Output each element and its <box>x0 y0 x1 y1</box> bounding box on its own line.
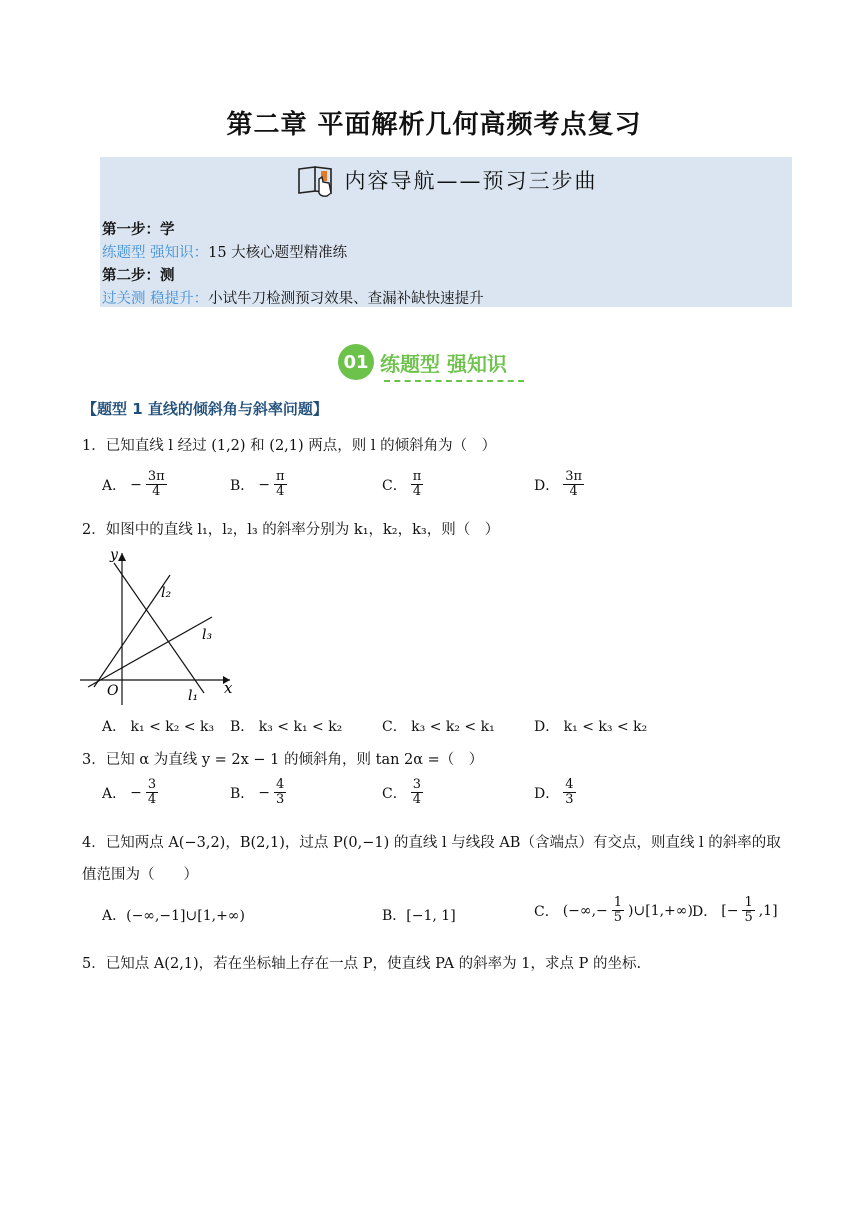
q1-a-sign: − <box>130 476 142 493</box>
page-title: 第二章 平面解析几何高频考点复习 <box>226 110 642 140</box>
q2-stem: 2．如图中的直线 l₁，l₂，l₃ 的斜率分别为 k₁，k₂，k₃，则（ ） <box>82 522 500 538</box>
line-l2 <box>94 575 170 687</box>
step1-desc: 15 大核心题型精准练 <box>208 245 348 261</box>
y-axis-arrow <box>118 553 126 561</box>
q3-option-a <box>102 778 158 808</box>
q1-option-b <box>230 470 287 500</box>
q3-d-label: D． <box>534 785 560 802</box>
section-underline <box>384 380 524 382</box>
q3-b-den: 3 <box>276 792 285 808</box>
book-pointer-icon <box>295 163 339 197</box>
q1-b-frac <box>274 470 287 500</box>
section-number: 01 <box>338 344 374 380</box>
q4-d-num: 1 <box>744 895 753 910</box>
origin-label: O <box>107 683 119 699</box>
section-label: 练题型 强知识 <box>380 351 507 376</box>
q4-option-d <box>692 896 778 926</box>
q1-option-a <box>102 470 167 500</box>
q2-option-a: A． k₁ < k₂ < k₃ <box>102 719 215 735</box>
q5-stem: 5．已知点 A(2,1)，若在坐标轴上存在一点 P，使直线 PA 的斜率为 1，求点 P 的坐标. <box>82 956 642 972</box>
q1-d-num: 3π <box>565 469 583 484</box>
q3-stem: 3．已知 α 为直线 y = 2x − 1 的倾斜角，则 tan 2α =（ ） <box>82 752 484 768</box>
q1-a-num: 3π <box>147 469 165 484</box>
l1-label: l₁ <box>188 688 199 704</box>
q2-option-d: D． k₁ < k₃ < k₂ <box>534 719 648 735</box>
q1-c-den: 4 <box>412 484 422 500</box>
q4-d-pre: [− <box>721 902 739 919</box>
q1-d-label: D． <box>534 477 560 494</box>
q4-option-b: B．[−1, 1] <box>382 908 456 924</box>
q4-d-frac <box>742 896 754 926</box>
q2-option-c: C． k₃ < k₂ < k₁ <box>382 719 495 735</box>
q3-c-den: 4 <box>412 792 421 808</box>
q1-b-label: B． <box>230 477 255 494</box>
q1-b-sign: − <box>258 476 271 493</box>
q4-option-c <box>534 896 693 926</box>
q4-d-post: ,1] <box>758 902 778 919</box>
q3-b-label: B． <box>230 785 255 802</box>
q4-c-post: )∪[1,+∞) <box>628 902 693 919</box>
line-l3 <box>88 617 212 687</box>
step1-row <box>102 241 347 262</box>
step2-tag: 过关测 稳提升： <box>102 291 209 307</box>
q3-c-label: C． <box>382 785 407 802</box>
nav-heading-text: 内容导航——预习三步曲 <box>344 169 598 193</box>
q4-d-label: D． <box>692 903 718 920</box>
q4-stem-cont: 值范围为（ ） <box>82 867 198 883</box>
q1-c-frac <box>411 470 424 500</box>
q3-a-den: 4 <box>147 792 157 808</box>
q1-b-num: π <box>276 469 285 484</box>
q3-c-num: 3 <box>412 777 421 792</box>
q1-option-c <box>382 470 423 500</box>
step2-label: 第二步：测 <box>102 268 175 284</box>
y-label: y <box>110 547 118 563</box>
q3-d-frac <box>563 778 575 808</box>
section-header <box>338 344 507 380</box>
q4-option-a: A．(−∞,−1]∪[1,+∞) <box>102 908 245 924</box>
line-l1 <box>114 563 204 693</box>
q4-stem: 4．已知两点 A(−3,2)，B(2,1)，过点 P(0,−1) 的直线 l 与线段 AB（含端点）有交点，则直线 l 的斜率的取 <box>82 835 781 851</box>
q1-option-d <box>534 470 584 500</box>
step2-desc: 小试牛刀检测预习效果、查漏补缺快速提升 <box>208 291 484 307</box>
q4-c-num: 1 <box>613 895 623 910</box>
q3-option-d <box>534 778 576 808</box>
q1-b-den: 4 <box>276 484 285 500</box>
q1-c-num: π <box>412 469 422 484</box>
q3-a-sign: − <box>130 784 142 801</box>
step2-row <box>102 287 484 308</box>
q1-a-den: 4 <box>152 484 161 500</box>
q1-d-den: 4 <box>569 484 578 500</box>
q3-b-num: 4 <box>276 777 285 792</box>
q3-option-b <box>230 778 286 808</box>
q1-stem: 1．已知直线 l 经过 (1,2) 和 (2,1) 两点，则 l 的倾斜角为（ ） <box>82 438 497 454</box>
q3-a-num: 3 <box>147 777 157 792</box>
q1-a-frac <box>146 470 167 500</box>
q1-d-frac <box>563 470 584 500</box>
q2-line-figure <box>80 545 240 705</box>
q1-a-label: A． <box>102 477 127 494</box>
step1-label: 第一步：学 <box>102 222 175 238</box>
q4-c-den: 5 <box>613 910 623 926</box>
q3-c-frac <box>411 778 423 808</box>
q3-a-label: A． <box>102 785 127 802</box>
q4-c-frac <box>612 896 624 926</box>
q3-option-c <box>382 778 423 808</box>
q3-d-den: 3 <box>565 792 574 808</box>
question-type-heading: 【题型 1 直线的倾斜角与斜率问题】 <box>82 400 328 418</box>
q4-c-pre: (−∞,− <box>562 902 608 919</box>
step1-tag: 练题型 强知识： <box>102 245 209 261</box>
q2-option-b: B． k₃ < k₁ < k₂ <box>230 719 343 735</box>
q3-b-sign: − <box>258 784 271 801</box>
x-label: x <box>224 679 233 697</box>
q4-c-label: C． <box>534 903 559 920</box>
l3-label: l₃ <box>202 627 213 643</box>
q3-d-num: 4 <box>565 777 574 792</box>
q4-d-den: 5 <box>744 910 753 926</box>
q1-c-label: C． <box>382 477 407 494</box>
nav-heading <box>100 160 792 200</box>
q3-a-frac <box>146 778 158 808</box>
q3-b-frac <box>274 778 286 808</box>
l2-label: l₂ <box>161 585 172 601</box>
